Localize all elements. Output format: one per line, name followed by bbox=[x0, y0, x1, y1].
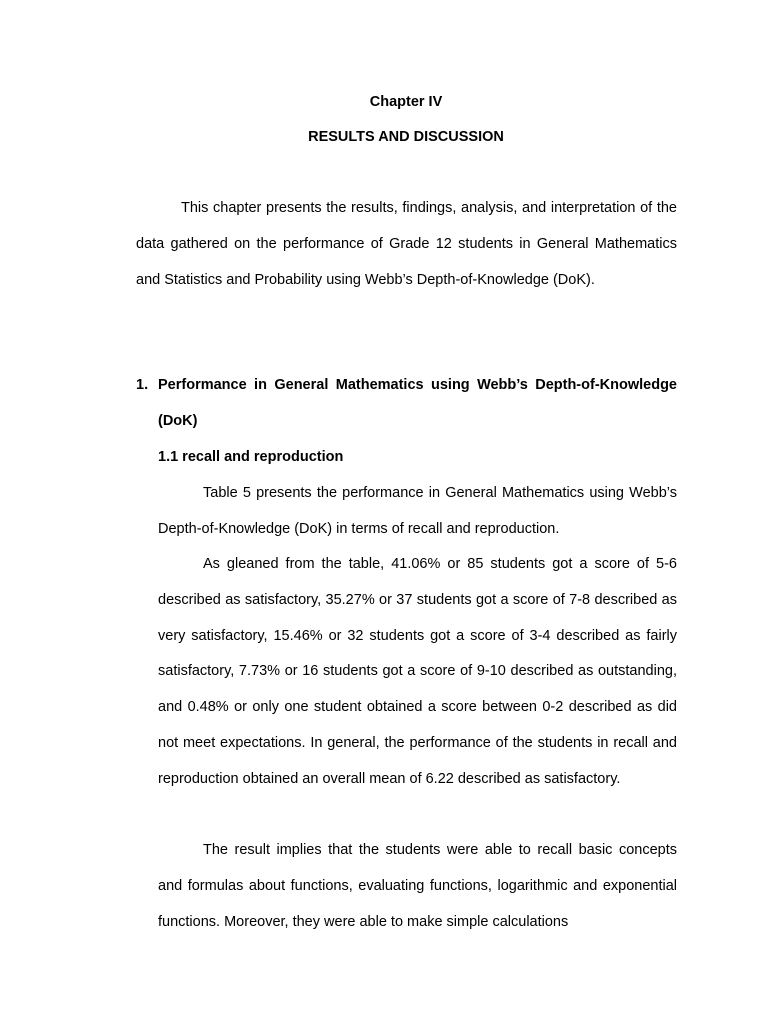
chapter-title: RESULTS AND DISCUSSION bbox=[308, 129, 504, 145]
body-paragraph: The result implies that the students were able to recall basic concepts and formulas about functions, evaluating functions, logarithmic and exponential functions. Moreover, they were able to make simple calculations bbox=[158, 842, 677, 930]
section-number: 1. bbox=[136, 377, 149, 393]
intro-paragraph: This chapter presents the results, findings, analysis, and interpretation of the data gathered on the performance of Grade 12 students in General Mathematics and Statistics and Probability using Webb’s Depth-of-Knowledge (DoK). bbox=[136, 200, 677, 288]
subsection-heading: 1.1 recall and reproduction bbox=[158, 449, 344, 465]
section-heading: Performance in General Mathematics using Webb’s Depth-of-Knowledge (DoK) bbox=[158, 377, 677, 429]
body-paragraph: Table 5 presents the performance in General Mathematics using Webb’s Depth-of-Knowledge (DoK) in terms of recall and reproduction. bbox=[158, 485, 677, 537]
chapter-label: Chapter IV bbox=[369, 94, 443, 110]
body-paragraph: As gleaned from the table, 41.06% or 85 students got a score of 5-6 described as satisfactory, 35.27% or 37 students got a score of 7-8 described as very satisfactory, 15.46% or 32 students got a score of 3-4 described as fairly satisfactory, 7.73% or 16 students got a score of 9-10 described as outstanding, and 0.48% or only one student obtained a score between 0-2 described as did not meet expectations. In general, the performance of the students in recall and reproduction obtained an overall mean of 6.22 described as satisfactory. bbox=[158, 556, 677, 787]
